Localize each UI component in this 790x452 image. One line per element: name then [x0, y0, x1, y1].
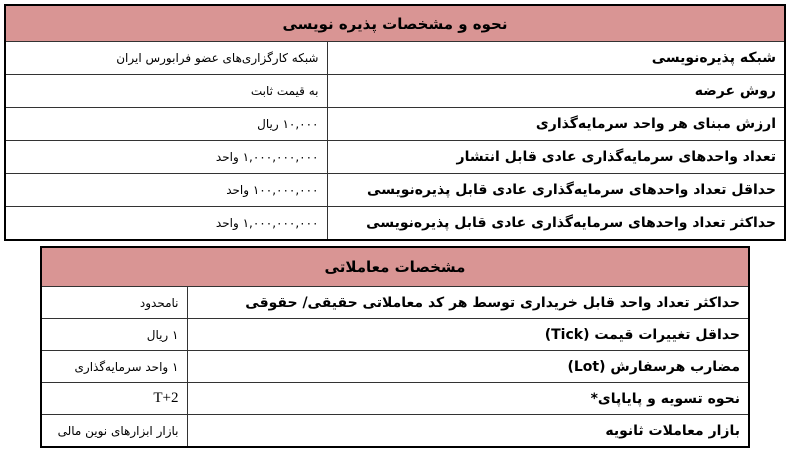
row-value: به قیمت ثابت [5, 75, 327, 108]
row-value: نامحدود [41, 287, 187, 319]
row-label: حداقل تغییرات قیمت (Tick) [187, 319, 749, 351]
table-row [5, 174, 785, 207]
row-label: نحوه تسویه و پایاپای* [187, 383, 749, 415]
row-value: ۱,۰۰۰,۰۰۰,۰۰۰ واحد [5, 141, 327, 174]
row-value: شبکه کارگزاری‌های عضو فرابورس ایران [5, 42, 327, 75]
row-label: حداکثر تعداد واحدهای سرمایه‌گذاری عادی قابل پذیره‌نویسی [327, 207, 785, 241]
subscription-table [4, 4, 786, 241]
subscription-title: نحوه و مشخصات پذیره نویسی [5, 5, 785, 42]
row-label: روش عرضه [327, 75, 785, 108]
row-label: بازار معاملات ثانویه [187, 415, 749, 448]
row-value: بازار ابزارهای نوین مالی [41, 415, 187, 448]
row-label: شبکه پذیره‌نویسی [327, 42, 785, 75]
row-value: ۱۰۰,۰۰۰,۰۰۰ واحد [5, 174, 327, 207]
row-label: تعداد واحدهای سرمایه‌گذاری عادی قابل انتشار [327, 141, 785, 174]
table-row [5, 75, 785, 108]
table-row [5, 207, 785, 241]
row-value: ۱,۰۰۰,۰۰۰,۰۰۰ واحد [5, 207, 327, 241]
row-value: ۱۰,۰۰۰ ریال [5, 108, 327, 141]
row-label: حداکثر تعداد واحد قابل خریداری توسط هر کد معاملاتی حقیقی/ حقوقی [187, 287, 749, 319]
table-row [41, 351, 749, 383]
row-value: T+2 [41, 383, 187, 415]
trading-table [40, 246, 750, 448]
table-row [41, 319, 749, 351]
table-row [41, 415, 749, 448]
table-row [5, 42, 785, 75]
trading-title: مشخصات معاملاتی [41, 247, 749, 287]
table-row [41, 383, 749, 415]
row-label: مضارب هرسفارش (Lot) [187, 351, 749, 383]
table-row [41, 287, 749, 319]
table-row [5, 108, 785, 141]
row-value: ۱ ریال [41, 319, 187, 351]
row-label: ارزش مبنای هر واحد سرمایه‌گذاری [327, 108, 785, 141]
table-row [5, 141, 785, 174]
row-label: حداقل تعداد واحدهای سرمایه‌گذاری عادی قابل پذیره‌نویسی [327, 174, 785, 207]
row-value: ۱ واحد سرمایه‌گذاری [41, 351, 187, 383]
